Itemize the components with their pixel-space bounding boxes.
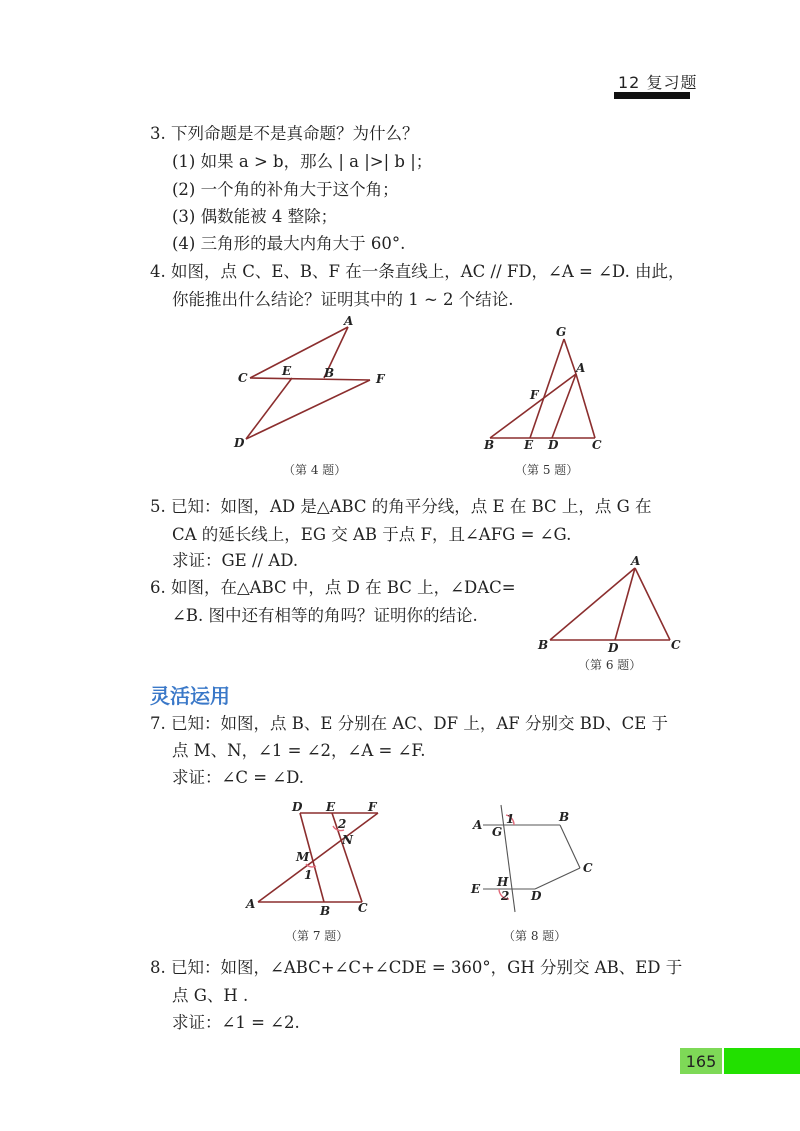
figure-5-caption: （第 5 题） xyxy=(515,463,579,477)
fig5-label-a: A xyxy=(576,361,586,375)
figure-4 xyxy=(230,315,400,455)
problem-3-item-4: (4) 三角形的最大内角大于 60°. xyxy=(172,234,406,253)
problem-6-line-2: ∠B. 图中还有相等的角吗？证明你的结论. xyxy=(172,606,478,625)
fig8-angle-1: 1 xyxy=(506,812,515,826)
fig4-label-a: A xyxy=(344,314,354,328)
fig4-label-d: D xyxy=(234,436,245,450)
problem-7-line-1: 7. 已知：如图，点 B、E 分别在 AC、DF 上，AF 分别交 BD、CE 于 xyxy=(150,714,668,733)
problem-5-line-3: 求证：GE // AD. xyxy=(172,551,299,570)
fig7-label-m: M xyxy=(296,850,310,864)
figure-5 xyxy=(480,325,610,455)
problem-3-stem: 3. 下列命题是不是真命题？为什么？ xyxy=(150,124,419,143)
fig7-angle-1: 1 xyxy=(304,868,313,882)
fig7-label-n: N xyxy=(342,833,353,847)
fig7-label-a: A xyxy=(246,897,256,911)
fig4-label-f: F xyxy=(376,372,385,386)
header-rule xyxy=(614,92,690,99)
fig6-label-b: B xyxy=(538,638,549,652)
figure-7-caption: （第 7 题） xyxy=(285,929,349,943)
fig4-label-b: B xyxy=(324,366,335,380)
problem-3-item-2: (2) 一个角的补角大于这个角； xyxy=(172,180,399,199)
fig8-label-c: C xyxy=(583,861,593,875)
problem-8-line-3: 求证：∠1 = ∠2. xyxy=(172,1013,300,1032)
problem-3-item-1: (1) 如果 a > b，那么 | a |>| b |； xyxy=(172,152,433,171)
section-title: 灵活运用 xyxy=(150,684,230,708)
fig5-label-c: C xyxy=(592,438,602,452)
fig5-label-g: G xyxy=(556,325,567,339)
fig8-label-e: E xyxy=(471,882,481,896)
page-number: 165 xyxy=(680,1048,722,1074)
fig8-label-h: H xyxy=(497,875,509,889)
fig4-label-c: C xyxy=(238,371,248,385)
problem-4-line-1: 4. 如图，点 C、E、B、F 在一条直线上，AC // FD，∠A = ∠D. 由此， xyxy=(150,262,685,281)
fig5-label-d: D xyxy=(548,438,559,452)
fig7-label-c: C xyxy=(358,901,368,915)
fig7-angle-2: 2 xyxy=(338,817,347,831)
figure-4-caption: （第 4 题） xyxy=(283,463,347,477)
problem-3-item-3: (3) 偶数能被 4 整除； xyxy=(172,207,338,226)
fig5-label-f: F xyxy=(530,388,539,402)
fig8-label-g: G xyxy=(492,825,503,839)
problem-5-line-2: CA 的延长线上，EG 交 AB 于点 F，且∠AFG = ∠G. xyxy=(172,525,572,544)
problem-6-line-1: 6. 如图，在△ABC 中，点 D 在 BC 上，∠DAC= xyxy=(150,578,516,597)
chapter-header: 12 复习题 xyxy=(618,73,698,92)
fig8-label-a: A xyxy=(473,818,483,832)
problem-7-line-2: 点 M、N，∠1 = ∠2，∠A = ∠F. xyxy=(172,741,426,760)
fig7-label-e: E xyxy=(326,800,336,814)
fig7-label-f: F xyxy=(368,800,377,814)
fig7-label-d: D xyxy=(292,800,303,814)
fig8-label-b: B xyxy=(559,810,570,824)
problem-8-line-2: 点 G、H . xyxy=(172,986,249,1005)
figure-6 xyxy=(535,555,685,655)
fig6-label-d: D xyxy=(608,641,619,655)
page-number-bar xyxy=(724,1048,800,1074)
problem-4-line-2: 你能推出什么结论？证明其中的 1 ~ 2 个结论. xyxy=(172,290,514,309)
figure-8-caption: （第 8 题） xyxy=(503,929,567,943)
fig8-label-d: D xyxy=(531,889,542,903)
fig5-label-b: B xyxy=(484,438,495,452)
problem-5-line-1: 5. 已知：如图，AD 是△ABC 的角平分线，点 E 在 BC 上，点 G 在 xyxy=(150,497,652,516)
fig4-label-e: E xyxy=(282,364,292,378)
fig6-label-a: A xyxy=(631,554,641,568)
problem-7-line-3: 求证：∠C = ∠D. xyxy=(172,768,304,787)
problem-8-line-1: 8. 已知：如图，∠ABC+∠C+∠CDE = 360°，GH 分别交 AB、ED 于 xyxy=(150,958,683,977)
fig8-angle-2: 2 xyxy=(501,889,510,903)
fig7-label-b: B xyxy=(320,904,331,918)
fig6-label-c: C xyxy=(671,638,681,652)
figure-6-caption: （第 6 题） xyxy=(578,658,642,672)
figure-8 xyxy=(465,800,605,920)
fig5-label-e: E xyxy=(524,438,534,452)
figure-7 xyxy=(240,800,390,920)
